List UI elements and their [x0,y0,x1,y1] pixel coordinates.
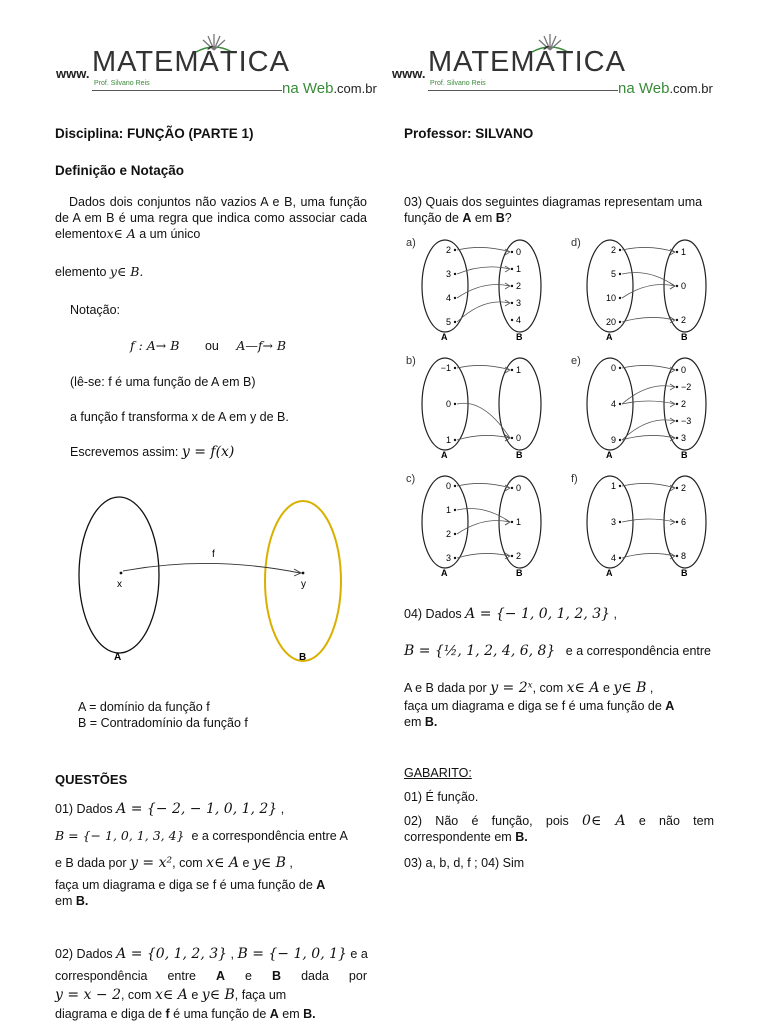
diagram-e-arrow-head [670,401,675,407]
q1-line4: faça um diagrama e diga se f é uma função de A [55,878,326,892]
notation-line: f : A→ B ou A—f→ B [130,338,287,353]
diagram-c-right-dot [511,487,513,489]
q4-line3: A e B dada por y = 2ˣ, com x∈ A e y∈ B , [404,680,654,696]
diagram-b-label: b) [406,355,416,367]
diagram-e-right-dot [676,420,678,422]
q1-line3: e B dada por y = x², com x∈ A e y∈ B , [55,855,293,871]
q3-diagrams [400,232,730,577]
diagram-c-right-item: 2 [516,551,522,561]
diagram-f-left-item: 4 [610,553,616,563]
diagram-b-arrow [457,365,510,370]
diagram-a-right-dot [511,319,513,321]
diagram-e-arrow-head [670,418,675,424]
diagram-a-right-item: 4 [516,315,522,325]
diagram-e-arrow [622,435,675,440]
logo-web: na Web.com.br [618,80,713,97]
diagram-e-arrow [622,365,675,370]
diagram-a-right-dot [511,302,513,304]
diagram-e-left-item: 4 [610,399,616,409]
diagram-d-left-dot [619,273,621,275]
diagram-b-left-item: 0 [445,399,451,409]
diagram-b-right-item: 1 [516,365,522,375]
diagram-d-label: d) [571,237,581,249]
diagram-c-left-item: 1 [445,505,451,515]
intro-elemento: elemento y∈ B. [55,264,144,279]
diagram-a-right-dot [511,251,513,253]
diagram-f-arrow [622,519,675,522]
diagram-e-right-item: 3 [681,433,687,443]
diagram-c-right-item: 0 [516,483,522,493]
logo-right [392,34,732,100]
diagram-b-b-caption: B [516,450,523,460]
diagram-c-left-dot [454,557,456,559]
diagram-d-right-item: 2 [681,315,687,325]
diagram-a-left-item: 5 [445,317,451,327]
q2-line2: correspondência entre A e B dada por [55,969,367,983]
diagram-a-a-caption: A [441,332,448,342]
diagram-f-b-caption: B [681,568,688,577]
diagram-e-right-item: −3 [681,416,692,426]
diagram-f-left-dot [619,557,621,559]
diagram-d-arrow [622,273,675,287]
diagram-e-label: e) [571,355,581,367]
diagram-d-arrow [622,247,675,252]
q4-line1: 04) Dados A = {− 1, 0, 1, 2, 3} , [404,606,617,622]
diagram-e-right-item: −2 [681,382,692,392]
escrevemos-text: Escrevemos assim: y = f(x) [70,444,235,460]
diagram-f-right-item: 2 [681,483,687,493]
diagram-a-arrow-head [505,300,510,306]
diagram-d-b-caption: B [681,332,688,342]
diagram-a-left-dot [454,297,456,299]
q4-line5: em B. [404,715,438,729]
diagram-b-right-item: 0 [516,433,522,443]
diagram-a-arrow [457,285,510,299]
diagram-c-right-item: 1 [516,517,522,527]
gabarito-02: 02) Não é função, pois 0∈ A e não tem correspondente em B. [404,813,714,844]
q1-line5: em B. [55,894,89,908]
diagram-b-arrow [457,403,510,438]
diagram-a-arrow [457,247,510,252]
diagram-c-arrow [457,521,510,535]
diagram-e-right-dot [676,437,678,439]
diagram-e-left-dot [619,439,621,441]
diagram-a-right-item: 1 [516,264,522,274]
diagram-b-left-dot [454,403,456,405]
diagram-f-arrow [622,483,675,488]
diagram-c-arrow [457,509,510,523]
function-diagram [70,495,360,670]
diagram-c-left-item: 0 [445,481,451,491]
diagram-c-arrow [457,553,510,558]
dominio-text: A = domínio da função f [78,700,210,714]
diagram-f-a-caption: A [606,568,613,577]
diagram-a-arrow-head [505,283,510,289]
logo-www: www. [392,66,426,81]
diagram-f-left-item: 1 [610,481,616,491]
diagram-c-a-caption: A [441,568,448,577]
logo-left [56,34,396,100]
diagram-c-left-item: 2 [445,529,451,539]
diagram-c-label: c) [406,473,416,485]
diagram-d-a-caption: A [606,332,613,342]
diagram-e-arrow [622,401,675,404]
diagram-f-label: f) [571,473,578,485]
diagram-a-right-item: 0 [516,247,522,257]
diagram-d-left-dot [619,249,621,251]
professor-heading: Professor: SILVANO [404,126,534,141]
logo-web: na Web.com.br [282,80,377,97]
logo-brand: MATEMÁTICA [92,46,290,78]
diagram-d-right-dot [676,285,678,287]
diagram-f-label: f [212,549,215,560]
diagram-d-right-item: 1 [681,247,687,257]
logo-www: www. [56,66,90,81]
diagram-x-label: x [117,579,122,590]
logo-prof: Prof. Silvano Reis [430,80,486,87]
diagram-e-right-item: 0 [681,365,687,375]
diagram-e-left-dot [619,403,621,405]
diagram-e-right-dot [676,386,678,388]
diagram-d-right-dot [676,251,678,253]
diagram-b-label: B [299,652,307,663]
notacao-label: Notação: [70,303,121,317]
diagram-b-left-dot [454,367,456,369]
diagram-e-left-dot [619,367,621,369]
diagram-a-right-item: 3 [516,298,522,308]
diagram-e-right-item: 2 [681,399,687,409]
diagram-a-right-item: 2 [516,281,522,291]
diagram-f-left-dot [619,521,621,523]
diagram-y-label: y [301,579,306,590]
diagram-c-right-dot [511,555,513,557]
definicao-heading: Definição e Notação [55,163,185,178]
diagram-f-left-item: 3 [610,517,616,527]
diagram-d-left-dot [619,321,621,323]
logo-prof: Prof. Silvano Reis [94,80,150,87]
gabarito-03-04: 03) a, b, d, f ; 04) Sim [404,856,525,870]
q3-text: 03) Quais dos seguintes diagramas representam uma função de A em B? [404,195,703,225]
diagram-b-left-item: −1 [440,363,451,373]
diagram-d-left-item: 2 [610,245,616,255]
diagram-e-b-caption: B [681,450,688,460]
q1-line1: 01) Dados A = {− 2, − 1, 0, 1, 2} , [55,801,285,817]
diagram-a-left-dot [454,321,456,323]
diagram-a-right-dot [511,268,513,270]
disciplina-heading: Disciplina: FUNÇÃO (PARTE 1) [55,126,254,141]
q1-line2: B = {− 1, 0, 1, 3, 4} e a correspondência entre A [55,828,348,843]
intro-paragraph: Dados dois conjuntos não vazios A e B, uma função de A em B é uma regra que indica como associar cada elementox∈ A a um único [55,195,367,241]
diagram-a-left-dot [454,273,456,275]
diagram-e-right-dot [676,369,678,371]
diagram-f-right-item: 8 [681,551,687,561]
gabarito-heading: GABARITO: [404,766,472,780]
lese-text: (lê-se: f é uma função de A em B) [70,375,256,389]
diagram-d-left-item: 10 [605,293,616,303]
q4-line2: B = {½, 1, 2, 4, 6, 8} e a correspondência entre [404,643,711,659]
diagram-a-label: A [114,652,122,663]
diagram-d-arrow [622,317,675,322]
diagram-a-left-dot [454,249,456,251]
diagram-b-right-dot [511,437,513,439]
diagram-d-right-dot [676,319,678,321]
diagram-c-b-caption: B [516,568,523,577]
transforma-text: a função f transforma x de A em y de B. [70,410,289,424]
diagram-a-left-item: 4 [445,293,451,303]
diagram-f-left-dot [619,485,621,487]
q2-line3: y = x − 2, com x∈ A e y∈ B, faça um [55,987,287,1003]
set-a-ellipse [79,497,159,653]
diagram-a-left-item: 2 [445,245,451,255]
diagram-d-left-item: 5 [610,269,616,279]
questoes-heading: QUESTÕES [55,772,128,787]
diagram-f-right-dot [676,521,678,523]
diagram-f-right-item: 6 [681,517,687,527]
diagram-d-left-dot [619,297,621,299]
diagram-c-arrow [457,483,510,488]
diagram-e-left-item: 9 [610,435,616,445]
diagram-c-left-dot [454,533,456,535]
gabarito-01: 01) É função. [404,790,479,804]
q4-line4: faça um diagrama e diga se f é uma função de A [404,699,675,713]
diagram-d-right-item: 0 [681,281,687,291]
diagram-a-label: a) [406,237,416,249]
logo-underline [428,90,618,91]
diagram-f-arrow-head [670,519,675,525]
diagram-b-left-item: 1 [445,435,451,445]
diagram-c-left-dot [454,485,456,487]
q2-line4: diagrama e diga de f é uma função de A em B. [55,1007,316,1021]
diagram-e-left-item: 0 [610,363,616,373]
diagram-a-b-caption: B [516,332,523,342]
diagram-f-right-dot [676,555,678,557]
diagram-a-arrow [457,267,510,274]
diagram-c-left-item: 3 [445,553,451,563]
diagram-b-a-caption: A [441,450,448,460]
logo-brand: MATEMÁTICA [428,46,626,78]
logo-underline [92,90,282,91]
diagram-a-arrow-head [505,266,510,272]
mapping-arrow [123,563,300,573]
diagram-d-arrow [622,285,675,299]
diagram-a-left-item: 3 [445,269,451,279]
contradominio-text: B = Contradomínio da função f [78,716,248,730]
diagram-c-right-dot [511,521,513,523]
diagram-e-a-caption: A [606,450,613,460]
diagram-b-left-dot [454,439,456,441]
diagram-f-arrow [622,553,675,558]
diagram-c-left-dot [454,509,456,511]
diagram-e-right-dot [676,403,678,405]
diagram-a-right-dot [511,285,513,287]
diagram-e-arrow-head [670,384,675,390]
diagram-b-arrow [457,435,510,440]
diagram-f-right-dot [676,487,678,489]
q2-line1: 02) Dados A = {0, 1, 2, 3} , B = {− 1, 0, 1} e a [55,946,368,962]
diagram-b-right-dot [511,369,513,371]
diagram-d-left-item: 20 [605,317,616,327]
